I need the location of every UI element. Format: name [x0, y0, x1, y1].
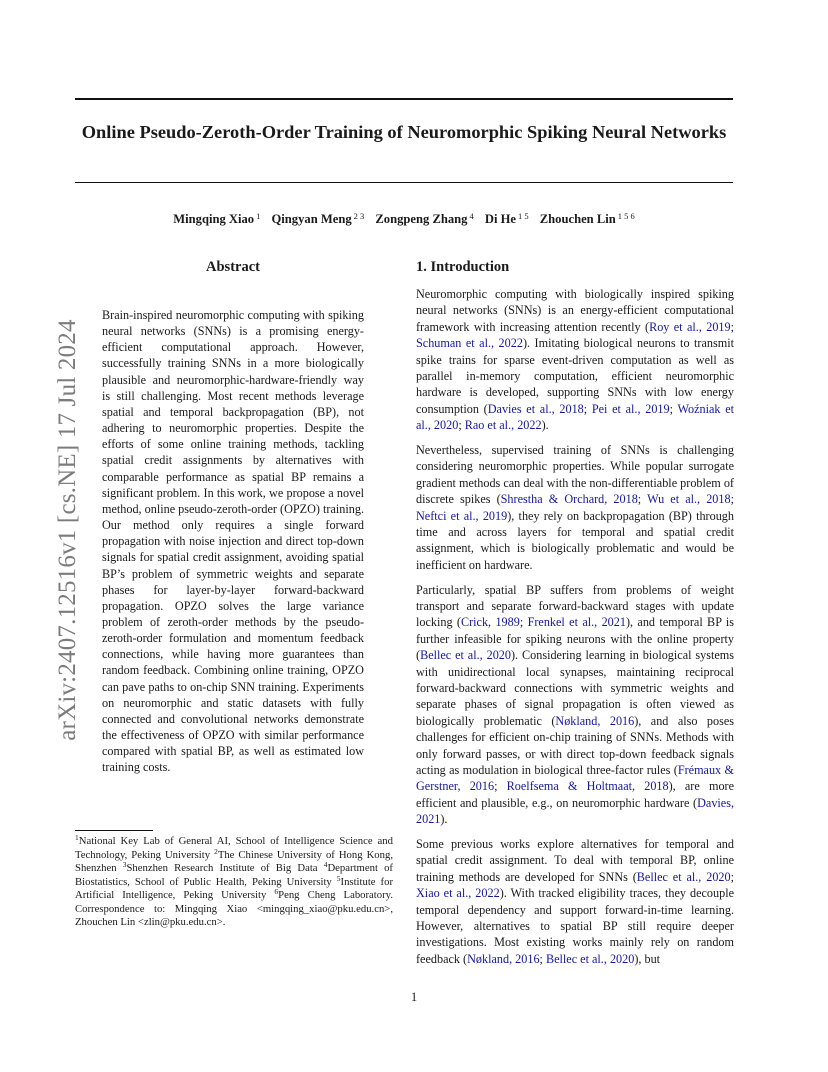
intro-paragraph: Nevertheless, supervised training of SNNs is challenging considering neuromorphic properties. While popular surrogate gradient methods can deal with the non-differentiable problem of discrete spikes (Shrestha & Orchard, 2018; Wu et al., 2018; Neftci et al., 2019), they rely on backpropagation (BP) through time and across layers for temporal and spatial credit assignment, which is biologically problematic and would be inefficient on hardware. [416, 442, 734, 572]
citation-link[interactable]: Pei et al., 2019 [591, 401, 670, 416]
footnote-marker: 6 [274, 887, 279, 896]
author-name: Qingyan Meng [271, 212, 352, 226]
footnote-affiliation: Institute for Artificial Intelligence, Peking University [75, 875, 393, 901]
citation-link[interactable]: Davies, 2021 [416, 795, 734, 827]
intro-paragraph: Some previous works explore alternatives for temporal and spatial credit assignment. To deal with temporal BP, online training methods are developed for SNNs (Bellec et al., 2020; Xiao et al., 2022). With tracked eligibility traces, they decouple temporal dependency and support forward-in-time learning. However, alternatives to spatial BP still require deeper investigations. Most existing works mainly rely on random feedback (Nøkland, 2016; Bellec et al., 2020), but [416, 836, 734, 966]
author-affiliation: 1 [256, 211, 261, 221]
footnote-rule [75, 830, 153, 831]
author-name: Zhouchen Lin [539, 212, 616, 226]
abstract-text: Brain-inspired neuromorphic computing with spiking neural networks (SNNs) is a promising energy-efficient computational approach. However, successfully training SNNs in a more biologically plausible and neuromorphic-hardware-friendly way is still challenging. Most recent methods leverage spatial and temporal backpropagation (BP), not adhering to neuromorphic properties. Despite the efforts of some online training methods, tackling spatial credit assignments by alternatives with comparable performance as spatial BP remains a significant problem. In this work, we propose a novel method, online pseudo-zeroth-order (OPZO) training. Our method only requires a single forward propagation with noise injection and direct top-down signals for spatial credit assignment, avoiding spatial BP’s problem of symmetric weights and separate phases for layer-by-layer forward-backward propagation. OPZO solves the large variance problem of zeroth-order methods by the pseudo-zeroth-order formulation and momentum feedback connections, while having more guarantees than random feedback. Combining online training, OPZO can pave paths to on-chip SNN training. Experiments on neuromorphic and static datasets with fully connected and convolutional networks demonstrate the effectiveness of OPZO with similar performance compared with spatial BP, as well as estimated low training costs. [102, 308, 364, 775]
author-list [75, 211, 733, 227]
citation-link[interactable]: Nøkland, 2016 [467, 951, 540, 966]
footnote-affiliation: Peng Cheng Laboratory. Correspondence to: Mingqing Xiao <mingqing_xiao@pku.edu.cn>, Zhouchen Lin <zlin@pku.edu.cn>. [75, 889, 393, 928]
page-number: 1 [410, 990, 418, 1004]
citation-link[interactable]: Bellec et al., 2020 [420, 648, 511, 663]
author [272, 212, 365, 226]
footnote-affiliation: Shenzhen Research Institute of Big Data [126, 862, 324, 874]
paper-title: Online Pseudo-Zeroth-Order Training of Neuromorphic Spiking Neural Networks [81, 122, 727, 142]
citation-link[interactable]: Schuman et al., 2022 [416, 336, 523, 351]
citation-link[interactable]: Woźniak et al., 2020 [416, 401, 734, 433]
citation-link[interactable]: Neftci et al., 2019 [416, 508, 508, 523]
author [173, 212, 260, 226]
author-name: Mingqing Xiao [173, 212, 255, 226]
citation-link[interactable]: Roy et al., 2019 [649, 319, 731, 334]
author-name: Di He [484, 212, 516, 226]
citation-link[interactable]: Davies et al., 2018 [487, 401, 584, 416]
arxiv-stamp: arXiv:2407.12516v1 [cs.NE] 17 Jul 2024 [54, 319, 81, 741]
intro-paragraph: Neuromorphic computing with biologically inspired spiking neural networks (SNNs) is an energy-efficient computational framework with increasing attention recently (Roy et al., 2019; Schuman et al., 2022). Imitating biological neurons to transmit spike trains for sparse event-driven computation as well as parallel in-memory computation, efficient neuromorphic hardware is developed, supporting SNNs with low energy consumption (Davies et al., 2018; Pei et al., 2019; Woźniak et al., 2020; Rao et al., 2022). [416, 287, 734, 433]
author [485, 212, 529, 226]
author-affiliation: 2 3 [353, 211, 365, 221]
abstract-heading: Abstract [206, 259, 260, 275]
affiliations-footnote [75, 835, 393, 930]
author-affiliation: 1 5 6 [617, 211, 635, 221]
citation-link[interactable]: Wu et al., 2018 [647, 492, 731, 507]
footnote-marker: 5 [336, 873, 341, 883]
title-bottom-rule [75, 182, 733, 183]
citation-link[interactable]: Nøkland, 2016 [555, 713, 635, 728]
citation-link[interactable]: Shrestha & Orchard, 2018 [500, 492, 638, 507]
intro-paragraph: Particularly, spatial BP suffers from problems of weight transport and separate forward-backward stages with update locking (Crick, 1989; Frenkel et al., 2021), and temporal BP is further infeasible for spiking neurons with the online property (Bellec et al., 2020). Considering learning in biological systems with unidirectional local synapses, maintaining reciprocal forward-backward connections with symmetric weights and separate phases of signal propagation is often viewed as biologically problematic (Nøkland, 2016), and also poses challenges for efficient on-chip training of SNNs. Methods with only forward passes, or with direct top-down feedback signals acting as modulation in biological three-factor rules (Frémaux & Gerstner, 2016; Roelfsema & Holtmaat, 2018), are more efficient and plausible, e.g., on neuromorphic hardware (Davies, 2021). [416, 582, 735, 827]
citation-link[interactable]: Roelfsema & Holtmaat, 2018 [506, 779, 669, 794]
footnote-marker: 1 [75, 833, 79, 842]
footnote-marker: 3 [122, 860, 127, 869]
top-rule [75, 98, 733, 100]
citation-link[interactable]: Bellec et al., 2020 [636, 869, 731, 884]
footnote-affiliation: The Chinese University of Hong Kong, Shenzhen [75, 848, 393, 874]
footnote-affiliation: Department of Biostatistics, School of Public Health, Peking University [75, 862, 393, 888]
citation-link[interactable]: Frémaux & Gerstner, 2016 [416, 762, 734, 794]
footnote-marker: 2 [214, 846, 218, 856]
citation-link[interactable]: Bellec et al., 2020 [545, 951, 635, 966]
introduction-body [416, 286, 734, 975]
author-affiliation: 4 [469, 211, 474, 221]
citation-link[interactable]: Xiao et al., 2022 [416, 886, 500, 901]
citation-link[interactable]: Rao et al., 2022 [464, 418, 542, 433]
footnote-marker: 4 [323, 860, 328, 869]
author [375, 212, 473, 226]
citation-link[interactable]: Frenkel et al., 2021 [527, 615, 626, 630]
citation-link[interactable]: Crick, 1989 [460, 615, 520, 630]
footnote-affiliation: National Key Lab of General AI, School of Intelligence Science and Technology, Peking University [75, 835, 393, 861]
author [540, 212, 635, 226]
author-name: Zongpeng Zhang [375, 212, 468, 226]
author-affiliation: 1 5 [518, 211, 529, 221]
introduction-heading: 1. Introduction [416, 259, 510, 275]
